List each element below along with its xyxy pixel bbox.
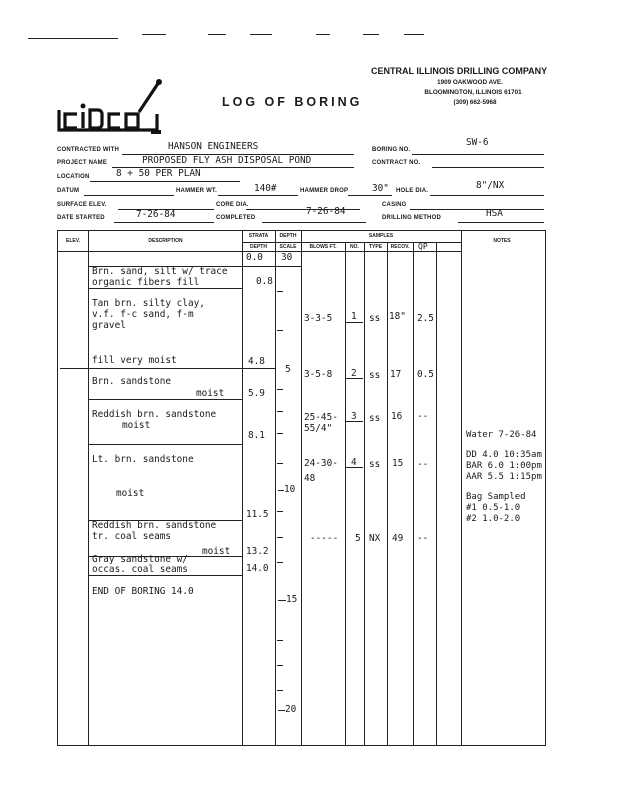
col-strata: STRATA [248, 233, 269, 239]
hammer-wt-value: 140# [254, 183, 277, 194]
sample-1-blows: 3-3-5 [304, 313, 333, 324]
hammer-wt-label: HAMMER WT. [176, 188, 217, 194]
sample-4-recov: 15 [392, 458, 404, 469]
sample-4-blows-cont: 48 [304, 473, 316, 484]
col-blows: BLOWS FT. [309, 244, 337, 250]
sample-5-type: NX [369, 533, 381, 544]
company-logo [55, 78, 165, 134]
layer-7-line-2: tr. coal seams [92, 531, 172, 542]
sample-2-recov: 17 [390, 369, 402, 380]
layer-3-depth: 4.8 [248, 356, 265, 367]
layer-5-line-1: Reddish brn. sandstone [92, 409, 217, 420]
hammer-drop-label: HAMMER DROP [300, 188, 349, 194]
sample-1-recov: 18" [389, 311, 406, 322]
sample-3-type: ss [369, 413, 381, 424]
sample-5-blows: ----- [310, 533, 339, 544]
strata-depth-top: 0.0 [246, 252, 263, 263]
col-qp: QP [418, 242, 428, 251]
surface-elev-label: SURFACE ELEV. [57, 202, 107, 208]
sample-1-type: ss [369, 313, 381, 324]
sample-3-blows: 25-45- [304, 412, 338, 423]
sample-4-qp: -- [417, 459, 429, 470]
company-city: BLOOMINGTON, ILLINOIS 61701 [424, 89, 522, 96]
layer-7-line-3: moist [202, 546, 231, 557]
layer-5-depth: 8.1 [248, 430, 265, 441]
layer-7-line-1: Reddish brn. sandstone [92, 520, 217, 531]
layer-4-depth: 5.9 [248, 388, 265, 399]
date-started-value: 7-26-84 [136, 209, 176, 220]
sample-5-recov: 49 [392, 533, 404, 544]
layer-1-depth: 0.8 [256, 276, 273, 287]
form-title: LOG OF BORING [222, 95, 363, 109]
layer-8-line-2: occas. coal seams [92, 564, 188, 575]
sample-1-qp: 2.5 [417, 313, 434, 324]
sample-2-type: ss [369, 370, 381, 381]
project-name-value: PROPOSED FLY ASH DISPOSAL POND [142, 155, 312, 166]
sample-4-no: 4 [351, 457, 357, 468]
casing-label: CASING [382, 202, 407, 208]
drilling-method-label: DRILLING METHOD [382, 215, 441, 221]
col-notes: NOTES [493, 238, 511, 244]
sample-3-qp: -- [417, 411, 429, 422]
sample-2-qp: 0.5 [417, 369, 434, 380]
sample-4-type: ss [369, 459, 381, 470]
sample-3-blows-cont: 55/4" [304, 423, 333, 434]
sample-4-blows: 24-30- [304, 458, 338, 469]
layer-6-line-4: moist [116, 488, 145, 499]
layer-2-line-3: gravel [92, 320, 126, 331]
sample-2-blows: 3-5-8 [304, 369, 333, 380]
layer-9-line-1: END OF BORING 14.0 [92, 586, 194, 597]
boring-no-label: BORING NO. [372, 147, 411, 153]
layer-4-line-2: moist [196, 388, 225, 399]
note-bag-sampled: Bag Sampled [466, 492, 526, 502]
datum-label: DATUM [57, 188, 80, 194]
contracted-with-label: CONTRACTED WITH [57, 147, 119, 153]
col-description: DESCRIPTION [148, 238, 183, 244]
completed-value: 7-26-84 [306, 206, 346, 217]
location-value: 8 + 50 PER PLAN [116, 168, 201, 179]
note-sample-1: #1 0.5-1.0 [466, 503, 521, 513]
contracted-with-value: HANSON ENGINEERS [168, 141, 259, 152]
note-aar: AAR 5.5 1:15pm [466, 472, 542, 482]
layer-2-line-1: Tan brn. silty clay, [92, 298, 205, 309]
layer-6-line-1: Lt. brn. sandstone [92, 454, 194, 465]
col-recov: RECOV. [390, 244, 410, 250]
hole-dia-value: 8"/NX [476, 180, 505, 191]
note-dd: DD 4.0 10:35am [466, 450, 542, 460]
layer-1-line-1: Brn. sand, silt w/ trace [92, 266, 228, 277]
sample-1-no: 1 [351, 311, 357, 322]
note-sample-2: #2 1.0-2.0 [466, 514, 521, 524]
layer-3-line-1: fill very moist [92, 355, 177, 366]
col-strata-depth: DEPTH [250, 244, 267, 250]
hole-dia-label: HOLE DIA. [396, 188, 429, 194]
scale-label-20: 20 [285, 704, 297, 715]
scale-label-15: 15 [286, 594, 298, 605]
contract-no-label: CONTRACT NO. [372, 160, 421, 166]
sample-3-recov: 16 [391, 411, 403, 422]
date-started-label: DATE STARTED [57, 215, 105, 221]
company-address: 1909 OAKWOOD AVE. [437, 79, 503, 86]
sample-5-no: 5 [355, 533, 361, 544]
layer-6-depth: 11.5 [246, 509, 269, 520]
col-elev: ELEV. [66, 238, 80, 244]
layer-8-depth: 14.0 [246, 563, 269, 574]
company-name: CENTRAL ILLINOIS DRILLING COMPANY [371, 66, 548, 76]
col-depth: DEPTH [279, 233, 297, 239]
boring-no-value: SW-6 [466, 137, 489, 148]
scale-top: 30 [281, 252, 293, 263]
note-water: Water 7-26-84 [466, 430, 537, 440]
sample-2-no: 2 [351, 368, 357, 379]
scale-label-10: 10 [284, 484, 296, 495]
col-samples: SAMPLES [368, 233, 394, 239]
sample-3-no: 3 [351, 411, 357, 422]
layer-2-line-2: v.f. f-c sand, f-m [92, 309, 194, 320]
col-no: NO. [350, 244, 359, 250]
sample-5-qp: -- [417, 533, 429, 544]
col-type: TYPE [368, 244, 383, 250]
col-scale: SCALE [279, 244, 297, 250]
core-dia-label: CORE DIA. [216, 202, 249, 208]
completed-label: COMPLETED [216, 215, 256, 221]
note-bar: BAR 6.0 1:00pm [466, 461, 542, 471]
project-name-label: PROJECT NAME [57, 160, 108, 166]
layer-5-line-2: moist [122, 420, 151, 431]
hammer-drop-value: 30" [372, 183, 389, 194]
layer-4-line-1: Brn. sandstone [92, 376, 172, 387]
drilling-method-value: HSA [486, 208, 503, 219]
scale-label-5: 5 [285, 364, 291, 375]
layer-8-line-1: Gray sandstone w/ [92, 554, 188, 565]
layer-7-depth: 13.2 [246, 546, 269, 557]
layer-1-line-2: organic fibers fill [92, 277, 200, 288]
location-label: LOCATION [57, 174, 90, 180]
company-phone: (309) 662-5968 [453, 99, 497, 106]
